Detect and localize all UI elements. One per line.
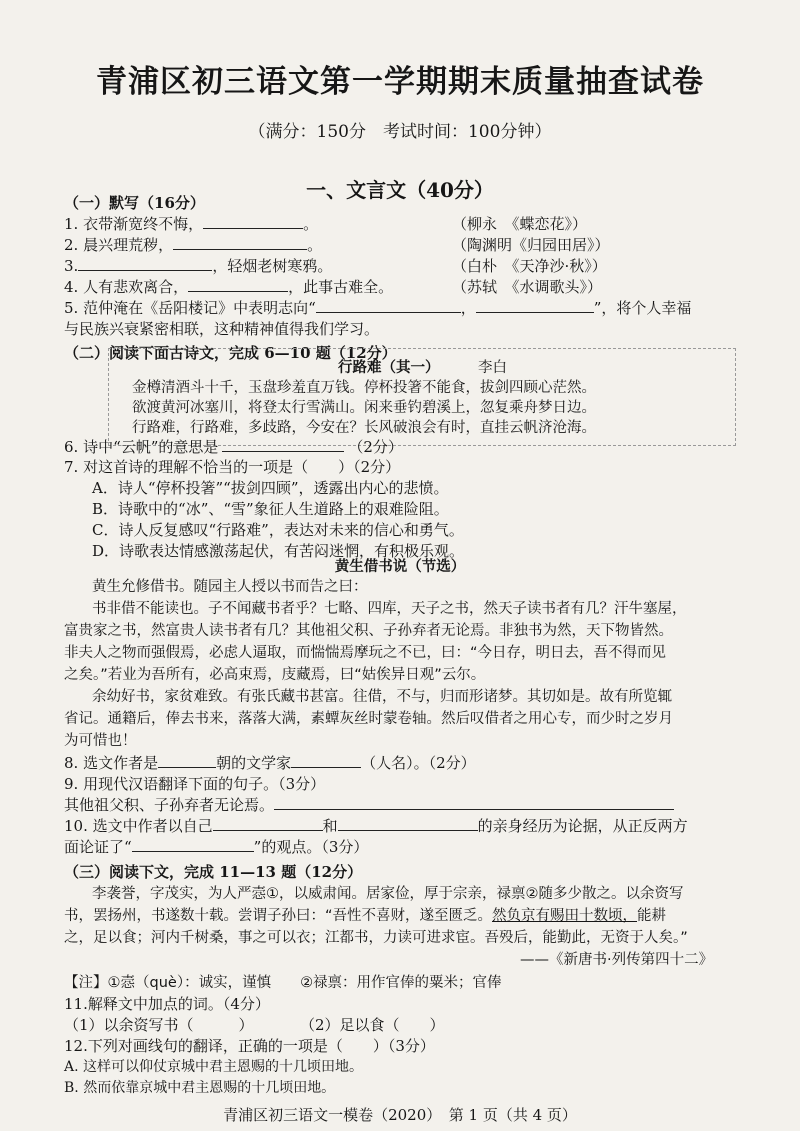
q10-tail-2: ”的观点。（3分） — [253, 838, 369, 856]
underlined-sentence: 然负京有赐田十数顷， — [492, 908, 638, 924]
q1-tail: 。 — [303, 215, 319, 233]
passage-line: 李袭誉，字茂实，为人严悫①，以威肃闻。居家俭，厚于宗亲，禄禀②随多少散之。以余资写 — [92, 886, 684, 902]
exam-title: 青浦区初三语文第一学期期末质量抽查试卷 — [96, 64, 704, 100]
prose-line: 之矣。”若业为吾所有，必高束焉，庋藏焉，曰“姑俟异日观”云尔。 — [64, 667, 486, 683]
question-10 — [64, 815, 688, 836]
q10-mid: 和 — [322, 817, 338, 835]
q8-text: 8. 选文作者是 — [64, 754, 159, 772]
question-11: 11.解释文中加点的词。（4分） — [64, 995, 270, 1013]
exam-subtitle: （满分：150分 考试时间：100分钟） — [248, 122, 552, 142]
q8-blank-2[interactable] — [291, 753, 361, 768]
poem-title: 行路难（其一） — [338, 359, 440, 376]
question-3 — [64, 255, 332, 276]
q10-line2 — [64, 836, 368, 857]
question-9: 9. 用现代汉语翻译下面的句子。（3分） — [64, 775, 326, 793]
prose-line: 为可惜也！ — [64, 733, 137, 749]
q10-tail: 的亲身经历为论据，从正反两方 — [477, 817, 688, 835]
q6-tail: （2分） — [348, 438, 403, 456]
q7-option-c[interactable]: C．诗人反复感叹“行路难”，表达对未来的信心和勇气。 — [92, 521, 464, 539]
q10-text-2: 面论证了“ — [64, 838, 132, 856]
q4-text: 4. 人有悲欢离合， — [64, 278, 189, 296]
q7-option-a[interactable]: A．诗人“停杯投箸”“拔剑四顾”，透露出内心的悲愤。 — [92, 479, 449, 497]
prose-title: 黄生借书说（节选） — [334, 558, 466, 575]
q11-item-2[interactable]: （2）足以食（ ） — [300, 1016, 445, 1034]
prose-line: 书非借不能读也。子不闻藏书者乎？七略、四库，天子之书，然天子读书者有几？汗牛塞屋， — [92, 601, 687, 617]
poem-author: 李白 — [478, 360, 507, 376]
q3-blank[interactable] — [78, 256, 212, 271]
passage-source: ——《新唐书·列传第四十二》 — [520, 952, 714, 968]
prose-line: 省记。通籍后，俸去书来，落落大满，素蟫灰丝时蒙卷轴。然后叹借者之用心专，而少时之岁月 — [64, 711, 673, 727]
question-1 — [64, 213, 318, 234]
q12-option-b[interactable]: B. 然而依靠京城中君主恩赐的十几顷田地。 — [64, 1080, 336, 1096]
prose-line: 余幼好书，家贫难致。有张氏藏书甚富。往借，不与，归而形诸梦。其切如是。故有所览辄 — [92, 689, 672, 705]
part2-heading: （二）阅读下面古诗文，完成 6—10 题（12分） — [64, 344, 397, 362]
prose-line: 黄生允修借书。随园主人授以书而告之曰： — [92, 579, 368, 595]
q12-option-a[interactable]: A. 这样可以仰仗京城中君主恩赐的十几顷田地。 — [64, 1059, 364, 1075]
part3-heading: （三）阅读下文，完成 11—13 题（12分） — [64, 863, 363, 881]
q5-blank-1[interactable] — [316, 298, 461, 313]
question-8 — [64, 752, 476, 773]
q2-blank[interactable] — [173, 235, 307, 250]
q4-blank[interactable] — [188, 277, 288, 292]
q9-sentence — [64, 794, 674, 815]
q7-option-b[interactable]: B．诗歌中的“冰”、“雪”象征人生道路上的艰难险阻。 — [92, 500, 449, 518]
passage-line: 之，足以食；河内千树桑，事之可以衣；江都书，力读可进求宦。吾殁后，能勤此，无资于人矣。” — [64, 930, 688, 946]
question-6 — [64, 436, 403, 457]
q8-mid: 朝的文学家 — [216, 754, 292, 772]
q10-blank-2[interactable] — [338, 816, 478, 831]
q5-line2: 与民族兴衰紧密相联，这种精神值得我们学习。 — [64, 320, 380, 338]
q10-blank-3[interactable] — [132, 837, 254, 852]
passage-line — [64, 904, 666, 925]
q4-source: （苏轼 《水调歌头》） — [452, 278, 603, 296]
q3-source: （白朴 《天净沙·秋》） — [452, 257, 607, 275]
q3-tail: ，轻烟老树寒鸦。 — [212, 257, 333, 275]
question-4 — [64, 276, 393, 297]
q5-mid: ， — [460, 299, 476, 317]
q2-source: （陶渊明《归园田居》） — [452, 236, 610, 254]
q2-tail: 。 — [307, 236, 323, 254]
q2-text: 2. 晨兴理荒秽， — [64, 236, 174, 254]
passage-text: 书，罢扬州，书遂数十载。尝谓子孙曰：“吾性不喜财，遂至匮乏。 — [64, 908, 493, 924]
poem-line: 欲渡黄河冰塞川，将登太行雪满山。闲来垂钓碧溪上，忽复乘舟梦日边。 — [132, 400, 596, 416]
section-title: 一、文言文（40分） — [306, 178, 494, 202]
q5-blank-2[interactable] — [476, 298, 594, 313]
question-2 — [64, 234, 322, 255]
question-7: 7. 对这首诗的理解不恰当的一项是（ ）（2分） — [64, 458, 401, 476]
q1-text: 1. 衣带渐宽终不悔， — [64, 215, 204, 233]
q9-answer-blank[interactable] — [274, 795, 674, 810]
q3-text: 3. — [64, 257, 79, 275]
question-5 — [64, 297, 691, 318]
q10-blank-1[interactable] — [213, 816, 323, 831]
poem-line: 金樽清酒斗十千，玉盘珍羞直万钱。停杯投箸不能食，拔剑四顾心茫然。 — [132, 380, 596, 396]
q5-text: 5. 范仲淹在《岳阳楼记》中表明志向“ — [64, 299, 316, 317]
prose-line: 富贵家之书，然富贵人读书者有几？其他祖父积、子孙弃者无论焉。非独书为然，天下物皆然。 — [64, 623, 673, 639]
question-12: 12.下列对画线句的翻译，正确的一项是（ ）（3分） — [64, 1037, 435, 1055]
q10-text: 10. 选文中作者以自己 — [64, 817, 213, 835]
q8-blank-1[interactable] — [158, 753, 216, 768]
q6-text: 6. 诗中“云帆”的意思是 — [64, 438, 219, 456]
q7-option-d[interactable]: D．诗歌表达情感激荡起伏，有苦闷迷惘，有积极乐观。 — [92, 542, 465, 560]
q4-tail: ，此事古难全。 — [288, 278, 394, 296]
page-footer: 青浦区初三语文一模卷（2020） 第 1 页（共 4 页） — [223, 1106, 577, 1124]
q8-tail: （人名）。（2分） — [361, 754, 476, 772]
q5-tail: ”，将个人幸福 — [593, 299, 692, 317]
q1-blank[interactable] — [203, 214, 303, 229]
q1-source: （柳永 《蝶恋花》） — [452, 215, 588, 233]
passage-text: 能耕 — [637, 908, 667, 924]
q11-item-1[interactable]: （1）以余资写书（ ） — [64, 1016, 254, 1034]
q9-sentence-text: 其他祖父积、子孙弃者无论焉。 — [64, 796, 275, 814]
prose-line: 非夫人之物而强假焉，必虑人逼取，而惴惴焉摩玩之不已，曰：“今日存，明日去，吾不得而见 — [64, 645, 667, 661]
q6-blank[interactable] — [222, 437, 344, 452]
passage-note: 【注】①悫（què）：诚实，谨慎 ②禄禀：用作官俸的粟米；官俸 — [64, 975, 502, 991]
poem-line: 行路难，行路难，多歧路，今安在？长风破浪会有时，直挂云帆济沧海。 — [132, 420, 596, 436]
part1-heading: （一）默写（16分） — [64, 194, 205, 212]
